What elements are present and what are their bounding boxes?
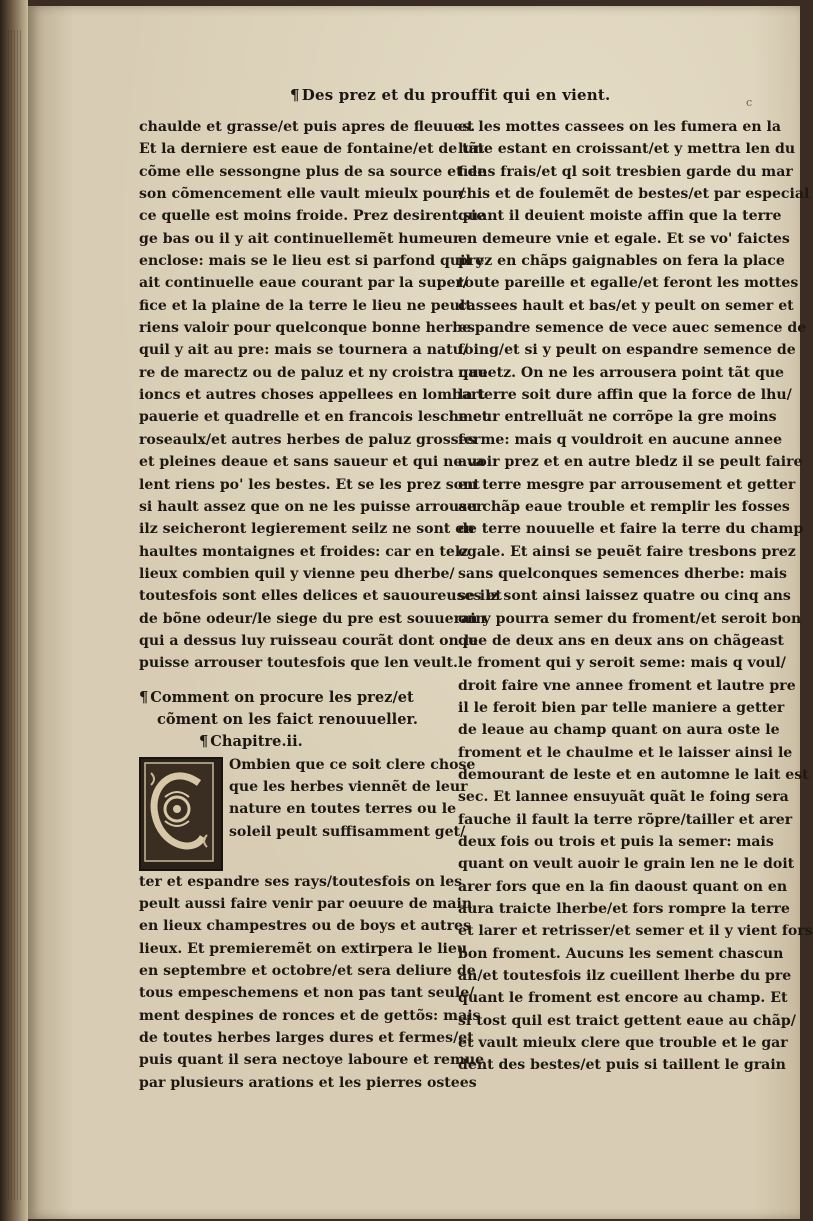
text-line: ment despines de ronces et de gettõs: mais [139,1007,481,1024]
initial-line: que les herbes viennẽt de leur [229,778,468,795]
text-line: lent riens po' les bestes. Et se les prez sont [139,476,480,493]
running-head-text: Des prez et du prouffit qui en vient. [301,86,611,104]
text-line: aura traicte lherbe/et fors rompre la terre [458,901,790,918]
text-line: si hault assez que on ne les puisse arrouser [139,498,484,515]
text-line: dent des bestes/et puis si taillent le grain [458,1057,786,1074]
text-line: lieux combien quil y vienne peu dherbe/ [139,565,455,582]
page-edges [8,30,22,1200]
text-line: que de deux ans en deux ans on chãgeast [458,632,784,649]
text-line: tous empeschemens et non pas tant seule/ [139,985,475,1002]
text-line: lune estant en croissant/et y mettra len du [458,141,796,158]
text-line: et larer et retrisser/et semer et il y vient fors [458,923,813,940]
text-line: fice et la plaine de la terre le lieu ne peult [139,297,472,314]
text-line: demourant de leste et en automne le lait est [458,766,809,783]
text-line: son cõmencement elle vault mieulx pour/ [139,186,465,203]
paragraph-1 [139,116,502,675]
text-line: ge bas ou il y ait continuellemẽt humeur [139,230,461,247]
text-line: par plusieurs arations et les pierres ostees [139,1074,477,1091]
text-line: se ilz sont ainsi laissez quatre ou cinq ans [458,588,791,605]
text-line: ter et espandre ses rays/toutesfois on les [139,873,463,890]
text-line: de toutes herbes larges dures et fermes/et [139,1030,474,1047]
text-line: puis quant il sera nectoye laboure et remue [139,1052,485,1069]
chapter-label: ¶ Chapitre.ii. [199,733,303,751]
text-line: en demeure vnie et egale. Et se vo' faictes [458,230,790,247]
text-line: peult aussi faire venir par oeuure de main [139,895,473,912]
text-line: fauche il fault la terre rõpre/tailler et arer [458,811,793,828]
text-line: riens valoir pour quelconque bonne herbe [139,320,472,337]
text-line: auoir prez et en autre bledz il se peult faire [458,454,803,471]
text-line: an/et toutesfois ilz cueillent lherbe du pre [458,968,792,985]
text-line: en septembre et octobre/et sera deliure de [139,963,476,979]
text-line: la terre soit dure affin que la force de lhu/ [458,387,792,404]
text-line: espandre semence de vece auec semence de [458,320,807,337]
page-mark: c [746,96,753,109]
text-line: chis et de foulemẽt de bestes/et par especial [458,186,810,203]
text-line: lieux. Et premieremẽt on extirpera le lieu [139,940,468,957]
text-line: roseaulx/et autres herbes de paluz grosses [139,431,476,448]
text-line: fiens frais/et ql soit tresbien garde du mar [458,163,793,180]
text-line: et les mottes cassees on les fumera en la [458,119,782,135]
text-line: quil y ait au pre: mais se tournera a natu/ [139,342,468,359]
text-line: pauerie et quadrelle et en francois lesche et [139,409,489,426]
text-line: il le feroit bien par telle maniere a getter [458,699,785,716]
text-line: chaulde et grasse/et puis apres de fleuues. [139,119,476,135]
book-gutter [0,0,28,1221]
text-line: quant on veult auoir le grain len ne le doit [458,856,795,873]
text-line: de bõne odeur/le siege du pre est souuerain [139,610,486,627]
text-line: de leaue au champ quant on aura oste le [458,722,780,739]
text-line: de terre nouuelle et faire la terre du champ [458,521,804,538]
chapter-heading [139,687,439,754]
text-line: ait continuelle eaue courant par la super/ [139,275,468,292]
heading-line-2: cõment on les faict renouueller. [157,710,418,728]
text-line: toute pareille et egalle/et feront les mottes [458,275,799,292]
text-line: foing/et si y peult on espandre semence de [458,342,796,359]
decorated-initial-c-icon [139,757,223,871]
text-line: ioncs et autres choses appellees en lombart [139,387,485,404]
text-line: enclose: mais se le lieu est si parfond quil y [139,253,484,270]
text-line: sec. Et lannee ensuyuãt quãt le foing sera [458,789,789,806]
text-line: quant il deuient moiste affin que la terre [458,208,782,225]
text-line: on y pourra semer du froment/et seroit bon [458,610,802,627]
text-line: ilz seicheront legierement seilz ne sont en [139,521,475,538]
text-line: re de marectz ou de paluz et ny croistra que [139,364,488,381]
text-line: cassees hault et bas/et y peult on semer et [458,297,794,314]
text-line: egale. Et ainsi se peuẽt faire tresbons prez [458,543,796,560]
paragraph-2 [139,871,485,1094]
text-line: au chãp eaue trouble et remplir les fosses [458,498,790,515]
text-line: meur entrelluãt ne corrõpe la gre moins [458,409,777,426]
initial-lines [229,754,475,871]
text-line: prez en chãps gaignables on fera la place [458,253,785,270]
text-line: droit faire vne annee froment et lautre pre [458,677,796,694]
text-line: cõme elle sessongne plus de sa source et de [139,163,487,180]
text-line: si tost quil est traict gettent eaue au chãp/ [458,1012,796,1029]
text-line: Et la derniere est eaue de fontaine/et de tãt [139,141,485,158]
text-line: sans quelconques semences dherbe: mais [458,565,787,582]
text-line: en lieux champestres ou de boys et autres [139,918,471,935]
text-line: haultes montaignes et froides: car en telz [139,543,469,560]
running-head [290,86,610,104]
text-line: et pleines deaue et sans saueur et qui ne va [139,454,485,471]
initial-line: Ombien que ce soit clere chose [229,756,476,773]
text-line: en terre mesgre par arrousement et getter [458,476,796,493]
right-column [458,116,813,1077]
initial-line: soleil peult suffisamment get/ [229,823,466,840]
text-line: nauetz. On ne les arrousera point tãt que [458,364,785,381]
text-line: ferme: mais q vouldroit en aucune annee [458,431,783,448]
text-line: toutesfois sont elles delices et sauoureuses et [139,588,502,605]
text-line: puisse arrouser toutesfois que len veult. [139,655,458,672]
text-line: le froment qui y seroit seme: mais q voul/ [458,655,786,672]
initial-block [139,754,476,871]
text-line: quant le froment est encore au champ. Et [458,990,788,1007]
text-line: arer fors que en la fin daoust quant on en [458,878,788,895]
text-line: froment et le chaulme et le laisser ainsi le [458,744,793,761]
text-line: ce quelle est moins froide. Prez desirent sie [139,208,486,225]
heading-line-1: ¶ Comment on procure les prez/et [139,688,414,706]
initial-line: nature en toutes terres ou le [229,801,457,818]
text-line: qui a dessus luy ruisseau courãt dont on le [139,632,479,649]
left-column [139,116,502,1094]
text-line: et vault mieulx clere que trouble et le gar [458,1035,788,1052]
pilcrow-mark: ¶ [290,86,300,104]
text-line: bon froment. Aucuns les sement chascun [458,945,784,962]
text-line: deux fois ou trois et puis la semer: mais [458,834,774,850]
